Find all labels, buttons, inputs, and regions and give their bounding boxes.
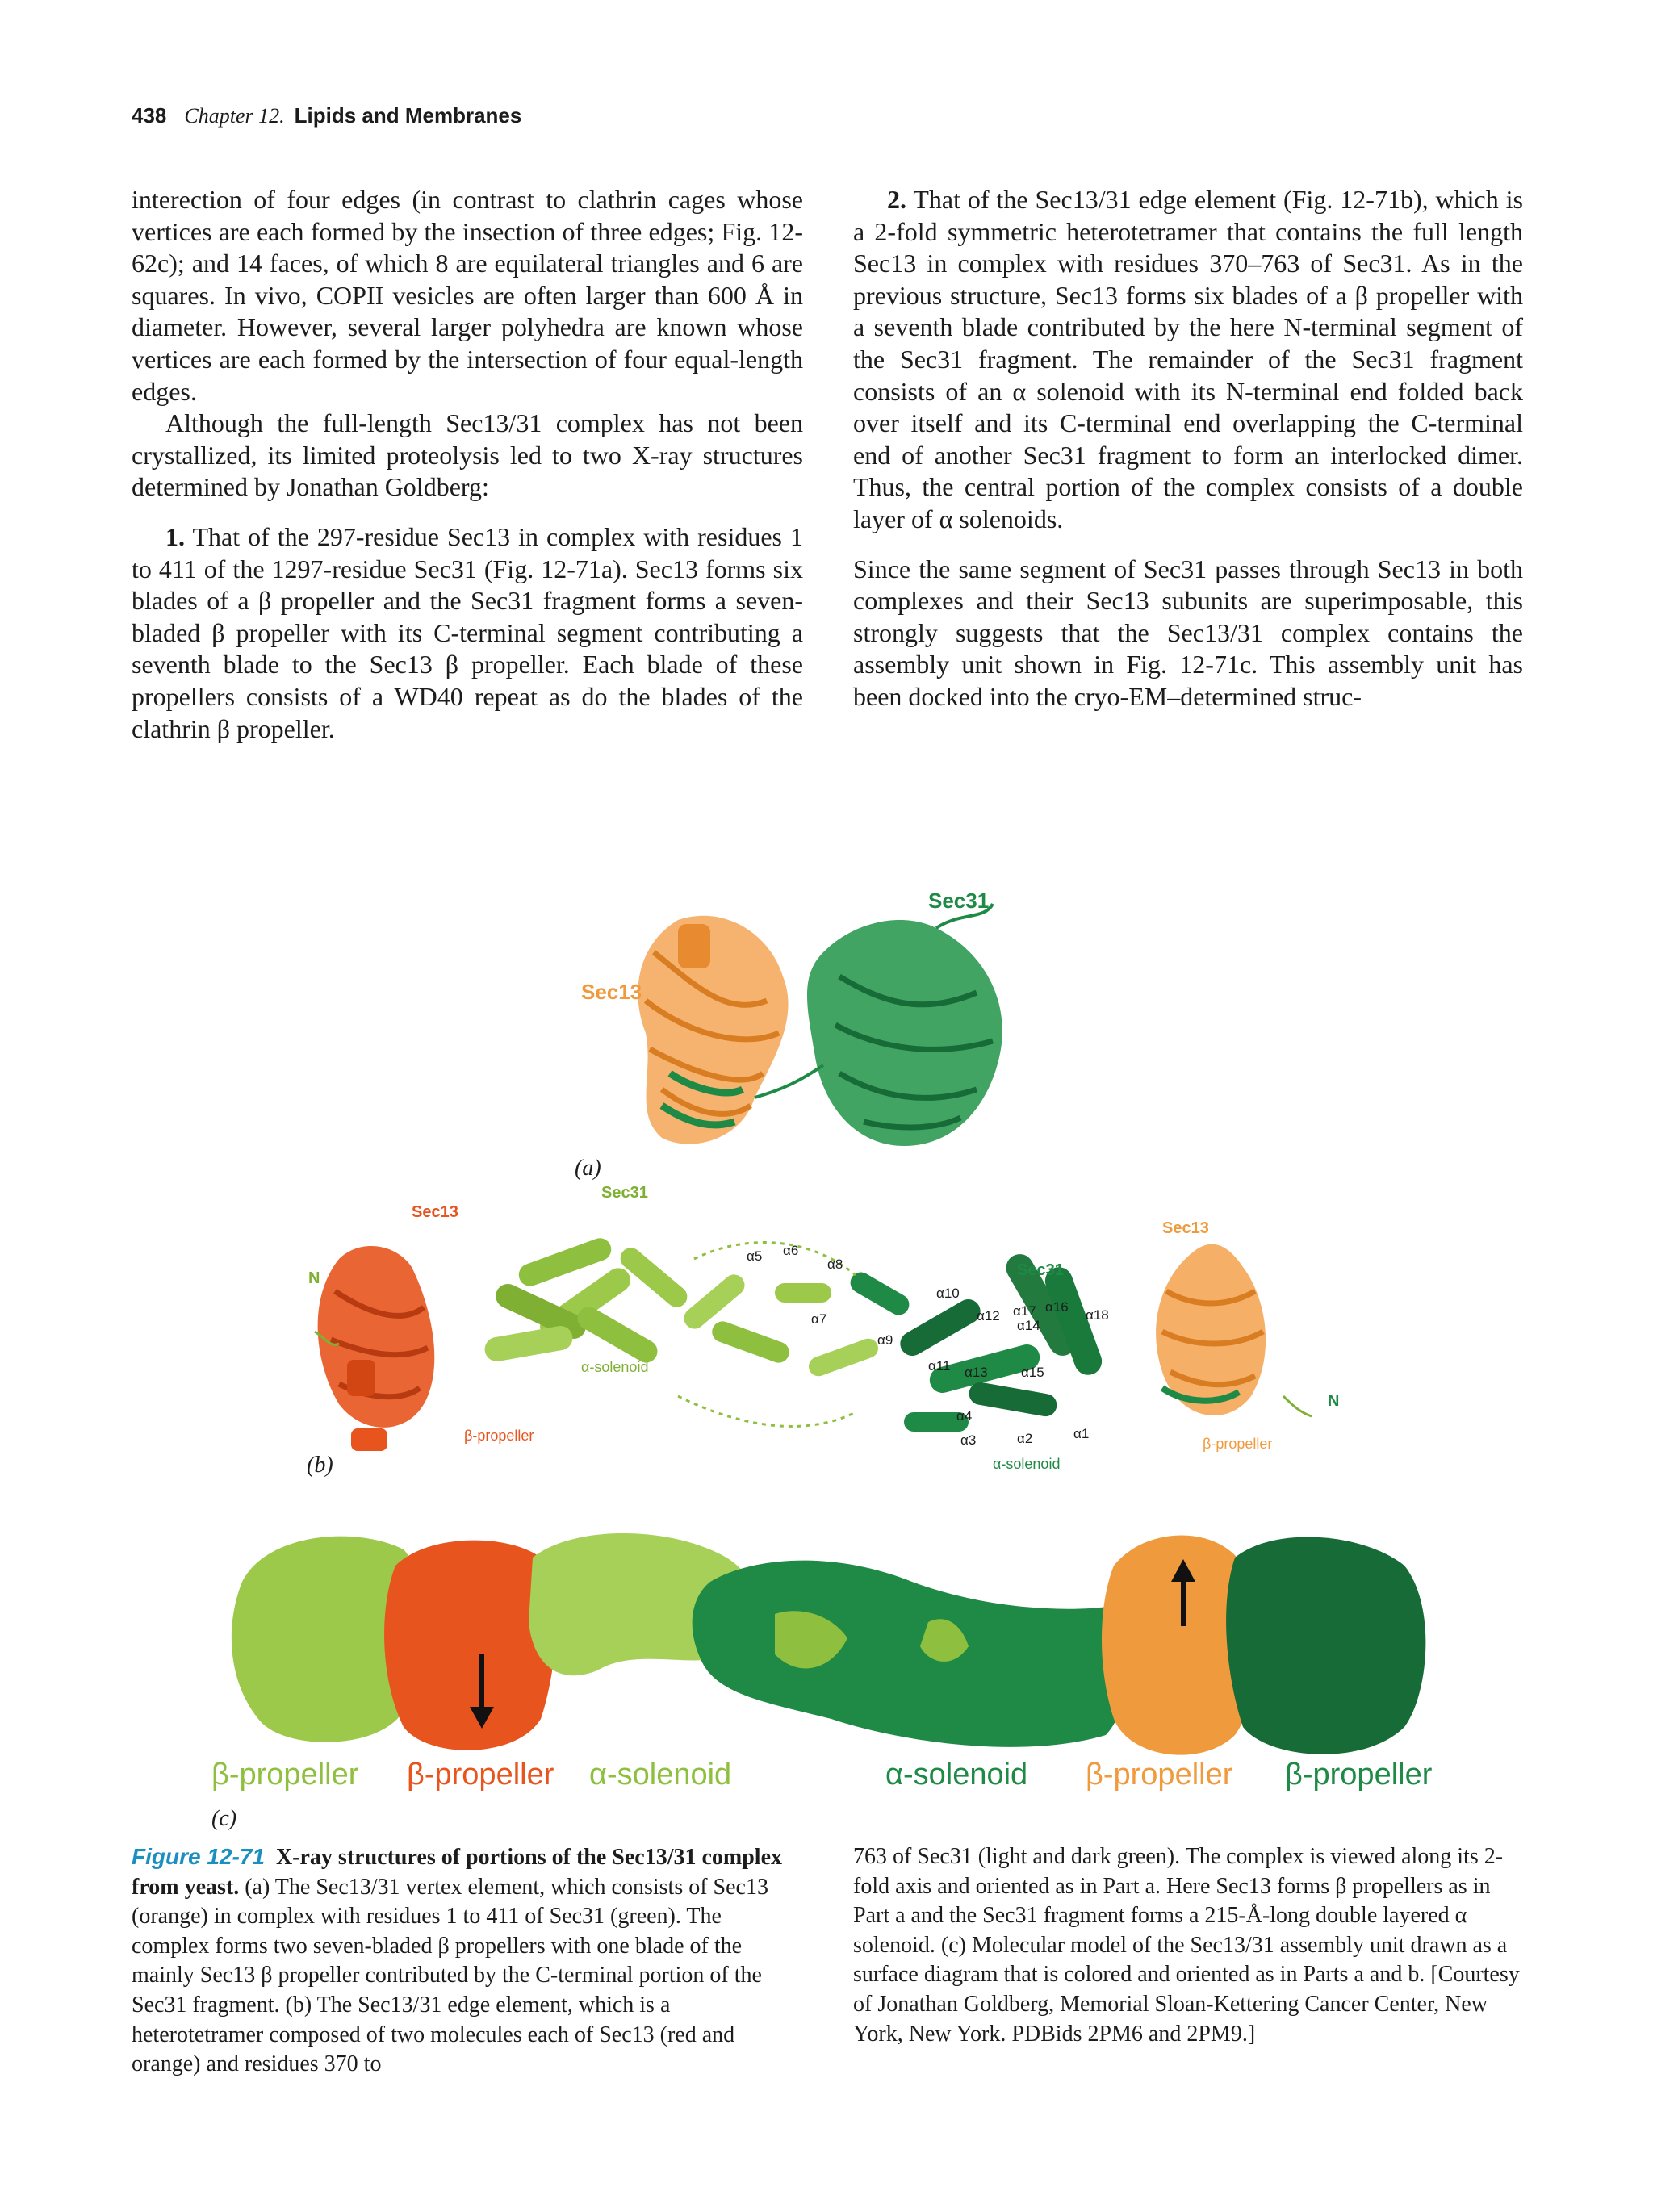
sec31-ribbon [755,904,1002,1146]
panel-label-b: (b) [307,1453,333,1478]
helix-label: α13 [965,1365,988,1380]
helix-label: α14 [1017,1318,1040,1333]
sec13-ribbon [638,916,788,1144]
helix-label: α11 [928,1358,951,1374]
sec13-left-label: Sec13 [412,1203,458,1221]
item-number: 2. [887,185,906,214]
n-terminus-left-label: N [308,1269,320,1287]
helix-label: α3 [960,1432,977,1448]
figure-caption-left [132,1842,801,2080]
item-number: 1. [165,521,185,551]
figure-panel-c [218,1517,1453,1788]
right-text-column [853,184,1523,713]
domain-label: β-propeller [1086,1758,1233,1792]
paragraph: interection of four edges (in contrast to clathrin cages whose vertices are each formed by the insection of three edges; Fig. 12-62c); and 14 faces, of which 8 are equilateral triangles and 6 are squares. In vivo, COPII vesicles are often larger than 600 Å in diameter. However, several larger polyhedra are known whose vertices are each formed by the intersection of four equal-length edges. [132,185,803,406]
domain-label: β-propeller [211,1758,359,1792]
domain-label: β-propeller [1285,1758,1433,1792]
figure-panel-a [557,880,1090,1158]
helix-label: α5 [747,1248,763,1264]
helix-label: α16 [1045,1299,1069,1315]
caption-title: X-ray structures of portions of the Sec13/31 complex from yeast. [132,1845,782,1900]
surface-domain-dark-propeller [1226,1537,1425,1754]
page-number: 438 [132,103,167,128]
figure-caption-right [853,1842,1523,2049]
left-text-column [132,184,803,745]
sec31-label: Sec31 [928,889,990,913]
numbered-paragraph [132,521,803,745]
item-text: That of the Sec13/31 edge element (Fig. 12-71b), which is a 2-fold symmetric heterotetramer that contains the full length Sec13 in complex with residues 370–763 of Sec31. As in the previous structure, Sec13 forms six blades of a β propeller with a seventh blade contributed by the here N-terminal segment of the Sec31 fragment. The remainder of the Sec31 fragment consists of an α solenoid with its N-terminal end folded back over itself and its C-terminal end overlapping the C-terminal end of another Sec31 fragment to form an interlocked dimer. Thus, the central portion of the complex consists of a double layer of α solenoids. [853,185,1524,533]
helix-label: α15 [1021,1365,1044,1380]
n-terminus-right-label: N [1328,1392,1340,1410]
sec13-red-propeller [318,1246,435,1451]
helix-label: α2 [1017,1431,1033,1446]
helix-label: α8 [827,1257,843,1272]
surface-domain-dark-solenoid [693,1561,1128,1747]
caption-text: (a) The Sec13/31 vertex element, which consists of Sec13 (orange) in complex with residues 1 to 411 of Sec31 (green). The complex forms two seven-bladed β propellers with one blade of the mainly Sec13 β propeller contributed by the C-terminal portion of the Sec31 fragment. (b) The Sec13/31 edge element, which is a heterotetramer composed of two molecules each of Sec13 (red and orange) and residues 370 to [132,1874,768,2077]
running-header [132,102,521,129]
propeller-left-label: β-propeller [464,1428,534,1444]
solenoid-left-label: α-solenoid [581,1359,649,1375]
chapter-title: Lipids and Membranes [294,103,522,128]
numbered-paragraph [853,184,1523,536]
paragraph: Although the full-length Sec13/31 complex has not been crystallized, its limited proteolysis led to two X-ray structures determined by Jonathan Goldberg: [132,408,803,502]
surface-domain-red-propeller [384,1541,556,1750]
caption-text: 763 of Sec31 (light and dark green). The complex is viewed along its 2-fold axis and oriented as in Part a. Here Sec13 forms β propellers as in Part a and the Sec31 fragment forms a 215-Å-long double layered α solenoid. (c) Molecular model of the Sec13/31 assembly unit drawn as a surface diagram that is colored and oriented as in Parts a and b. [Courtesy of Jonathan Goldberg, Memorial Sloan-Kettering Cancer Center, New York, New York. PDBids 2PM6 and 2PM9.] [853,1844,1520,2047]
propeller-right-label: β-propeller [1203,1436,1273,1452]
domain-label: α-solenoid [885,1758,1028,1792]
sec13-right-label: Sec13 [1162,1219,1209,1237]
item-text: That of the 297-residue Sec13 in complex with residues 1 to 411 of the 1297-residue Sec31 (Fig. 12-71a). Sec13 forms six blades of a β propeller and the Sec31 fragment forms a seven-bladed β propeller with its C-terminal segment contributing a seventh blade to the Sec13 β propeller. Each blade of these propellers consists of a WD40 repeat as do the blades of the clathrin β propeller. [132,521,804,743]
sec31-light-solenoid [483,1235,881,1378]
sec31-mid-label: Sec31 [1017,1261,1064,1279]
helix-label: α17 [1013,1303,1036,1319]
sec13-sec31-edge-structure [291,1186,1356,1481]
sec13-sec31-vertex-structure [557,880,1090,1158]
panel-label-a: (a) [575,1156,601,1181]
chapter-label: Chapter 12. [184,104,285,128]
domain-label: β-propeller [407,1758,554,1792]
sec13-orange-propeller [1156,1244,1266,1415]
helix-label: α12 [977,1308,1000,1323]
helix-label: α1 [1073,1426,1090,1441]
helix-label: α18 [1086,1307,1109,1323]
helix-label: α10 [936,1286,960,1301]
solenoid-right-label: α-solenoid [993,1456,1061,1472]
figure-panel-b [291,1186,1356,1481]
assembly-unit-surface [218,1517,1453,1788]
paragraph: Since the same segment of Sec31 passes through Sec13 in both complexes and their Sec13 subunits are superimposable, this strongly suggests that the Sec13/31 complex contains the assembly unit shown in Fig. 12-71c. This assembly unit has been docked into the cryo-EM–determined struc- [853,554,1523,711]
sec13-label: Sec13 [581,980,642,1004]
sec31-top-label: Sec31 [601,1186,648,1202]
helix-label: α4 [956,1408,973,1424]
figure-number: Figure 12-71 [132,1844,265,1869]
domain-label: α-solenoid [589,1758,732,1792]
helix-label: α7 [811,1311,827,1327]
helix-label: α9 [877,1332,893,1348]
helix-label: α6 [783,1243,799,1258]
panel-label-c: (c) [211,1806,237,1831]
